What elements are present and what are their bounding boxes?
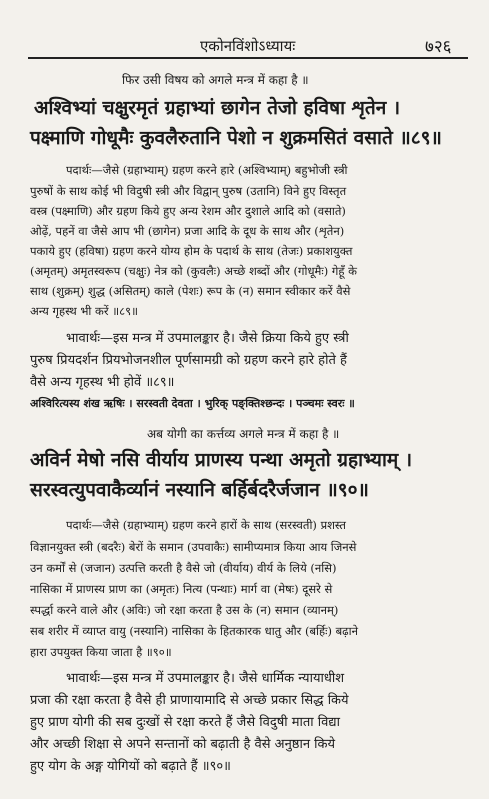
padartha-line: विज्ञानयुक्त स्त्री (बदरैः) बेरों के समान (उपवाकैः) सामीप्यमात्र किया आय जिनसे [30,540,357,554]
section-intro: फिर उसी विषय को अगले मन्त्र में कहा है ॥ [122,73,309,87]
padartha-line: पदार्थः—जैसे (ग्रहाभ्याम्) ग्रहण करने हारों के साथ (सरस्वती) प्रशस्त [66,518,346,532]
mantra-line: पक्ष्माणि गोधूमैः कुवलैरुतानि पेशो न शुक्रमसितं वसाते ॥८९॥ [30,127,442,149]
mantra-line: अविर्न मेषो नसि वीर्याय प्राणस्य पन्था अमृतो ग्रहाभ्याम् । [30,449,413,471]
padartha-line: पकाये हुए (हविषा) ग्रहण करने योग्य होम के पदार्थ के साथ (तेजः) प्रकाशयुक्त [30,244,353,258]
padartha-line: उन कर्मों से (जजान) उत्पत्ति करती है वैसे जो (वीर्याय) वीर्य के लिये (नसि) [30,561,337,575]
bhavartha-line: वैसे अन्य गृहस्थ भी होवें ॥८९॥ [30,375,175,390]
rishi-devata-line: अश्विरित्यस्य शंख ऋषिः । सरस्वती देवता । भुरिक् पङ्क्तिश्छन्दः । पञ्चमः स्वरः ॥ [30,397,355,410]
header-rule [28,57,468,59]
padartha-line: नासिका में प्राणस्य प्राण का (अमृतः) नित्य (पन्थाः) मार्ग वा (मेषः) दूसरे से [30,582,333,596]
running-head: एकोनविंशोऽध्यायः [200,37,296,55]
padartha-line: (अमृतम्) अमृतस्वरूप (चक्षुः) नेत्र को (कुवलैः) अच्छे शब्दों और (गोधूमैः) गेहूँ के [30,264,357,278]
padartha-line: अन्य गृहस्थ भी करें ॥८९॥ [30,304,138,318]
padartha-line: सब शरीर में व्याप्त वायु (नस्यानि) नासिका के हितकारक धातु और (बर्हिः) बढ़ाने [30,624,359,638]
page-number: ७२६ [425,37,452,57]
bhavartha-line: हुए प्राण योगी की सब दुःखों से रक्षा करते हैं जैसे विदुषी माता विद्या [30,715,340,730]
bhavartha-line: और अच्छी शिक्षा से अपने सन्तानों को बढ़ाती है वैसे अनुष्ठान किये [30,737,336,752]
padartha-line: वस्त्र (पक्ष्माणि) और ग्रहण किये हुए अन्य रेशम और दुशाले आदि को (वसाते) [30,204,346,218]
padartha-line: ओढ़ें, पहनें वा जैसे आप भी (छागेन) प्रजा आदि के दूध के साथ और (शृतेन) [30,224,345,238]
padartha-line: स्पर्द्धा करने वाले और (अविः) जो रक्षा करता है उस के (न) समान (व्यानम्) [30,603,339,617]
padartha-line: पुरुषों के साथ कोई भी विदुषी स्त्री और विद्वान् पुरुष (उतानि) विने हुए विस्तृत [30,184,347,198]
section-intro: अब योगी का कर्त्तव्य अगले मन्त्र में कहा है ॥ [147,427,340,441]
bhavartha-line: प्रजा की रक्षा करता है वैसे ही प्राणायामादि से अच्छे प्रकार सिद्ध किये [30,693,349,708]
padartha-line: साथ (शुक्रम्) शुद्ध (असितम्) काले (पेशः) रूप के (न) समान स्वीकार करें वैसे [30,284,351,298]
bhavartha-line: भावार्थः—इस मन्त्र में उपमालङ्कार है। जैसे धार्मिक न्यायाधीश [66,671,345,686]
bhavartha-line: हुए योग के अङ्ग योगियों को बढ़ाते हैं ॥९०॥ [30,759,231,774]
padartha-line: पदार्थः—जैसे (ग्रहाभ्याम्) ग्रहण करने हारे (अश्विभ्याम्) बहुभोजी स्त्री [66,163,348,177]
bhavartha-line: पुरुष प्रियदर्शन प्रियभोजनशील पूर्णसामग्री को ग्रहण करने हारे होते हैं [30,353,347,368]
padartha-line: हारा उपयुक्त किया जाता है ॥९०॥ [30,645,172,659]
mantra-line: सरस्वत्युपवाकैर्व्यानं नस्यानि बर्हिर्बदरैर्जजान ॥९०॥ [30,479,369,501]
mantra-line: अश्विभ्यां चक्षुरमृतं ग्रहाभ्यां छागेन तेजो हविषा शृतेन । [34,97,401,119]
bhavartha-line: भावार्थः—इस मन्त्र में उपमालङ्कार है। जैसे क्रिया किये हुए स्त्री [66,331,349,346]
